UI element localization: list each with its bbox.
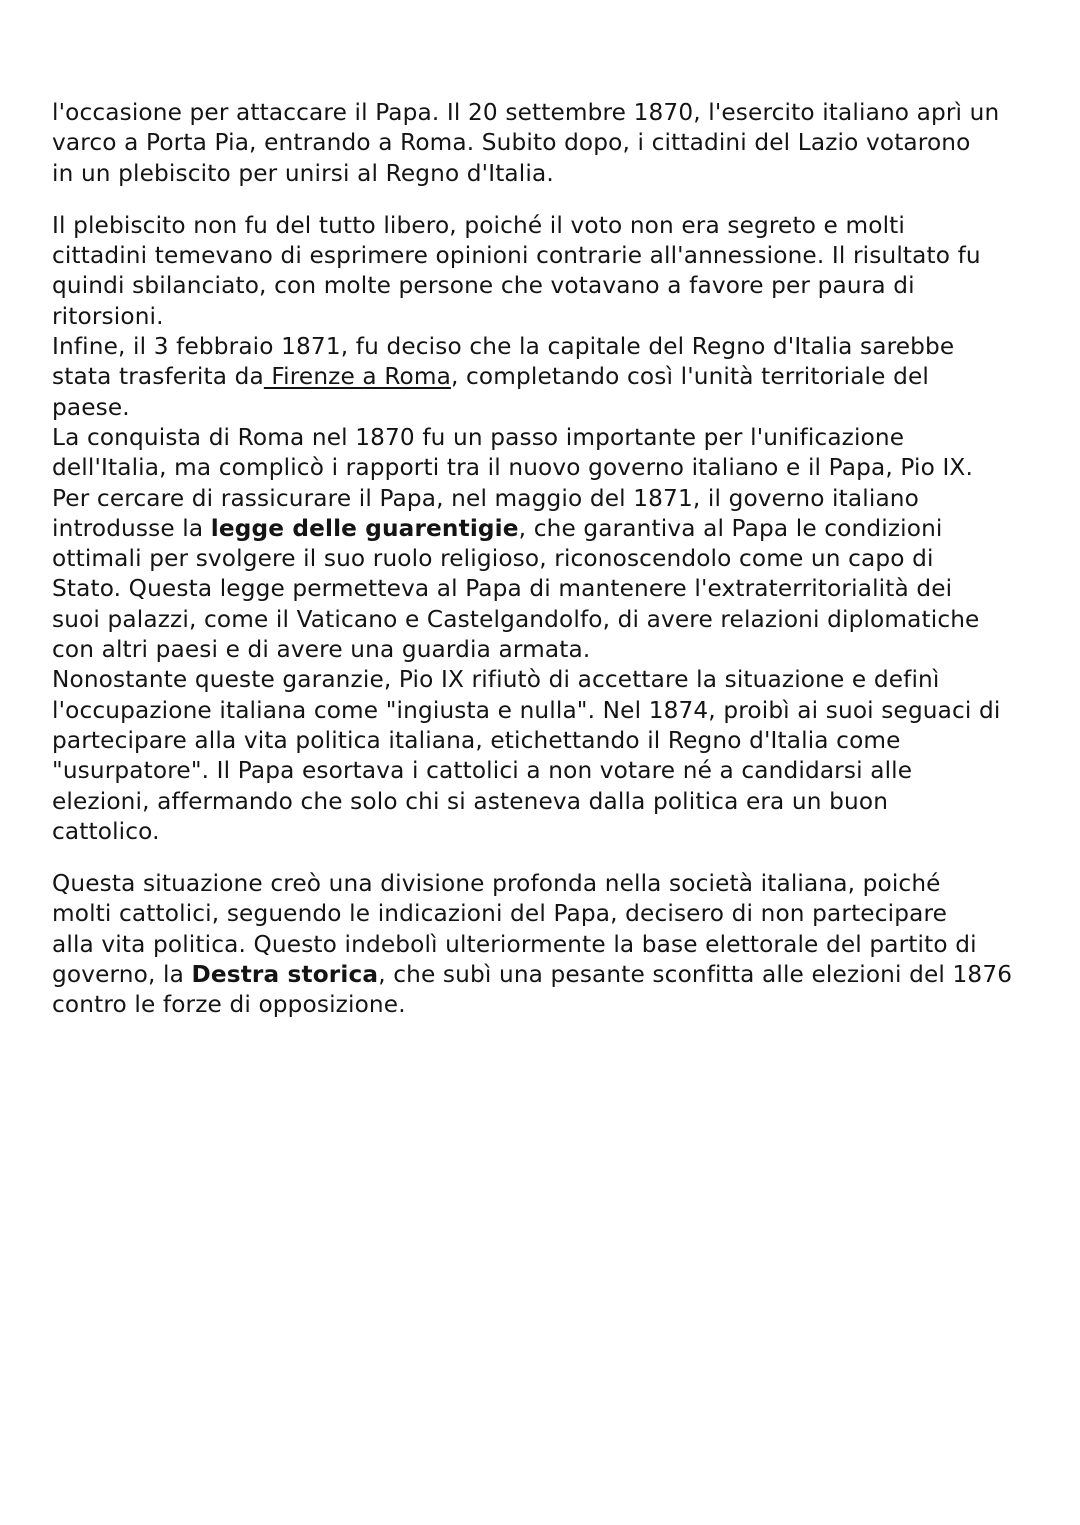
text-line: Per cercare di rassicurare il Papa, nel maggio del 1871, il governo italiano	[52, 484, 919, 512]
firenze-roma-link[interactable]: Firenze a Roma	[263, 363, 451, 391]
text-line: l'occupazione italiana come "ingiusta e nulla". Nel 1874, proibì ai suoi seguaci di	[52, 696, 1001, 724]
text-line: quindi sbilanciato, con molte persone che votavano a favore per paura di	[52, 272, 915, 300]
text-line: partecipare alla vita politica italiana, etichettando il Regno d'Italia come	[52, 726, 901, 754]
text-segment: , che garantiva al Papa le condizioni	[518, 514, 943, 542]
bold-term-destra-storica: Destra storica	[191, 961, 379, 989]
paragraph-gap	[52, 189, 1028, 211]
paragraph	[52, 869, 1028, 1020]
document-page	[52, 98, 1028, 1021]
text-line: cittadini temevano di esprimere opinioni contrarie all'annessione. Il risultato fu	[52, 242, 981, 270]
text-segment: , che subì una pesante sconfitta alle elezioni del 1876	[378, 961, 1013, 989]
text-line: molti cattolici, seguendo le indicazioni del Papa, decisero di non partecipare	[52, 900, 948, 928]
text-line	[52, 960, 1028, 990]
bold-term-legge-guarentigie: legge delle guarentigie	[210, 514, 519, 542]
paragraph	[52, 98, 1028, 189]
text-line: Questa situazione creò una divisione profonda nella società italiana, poiché	[52, 870, 941, 898]
text-segment: governo, la	[52, 961, 192, 989]
text-line: contro le forze di opposizione.	[52, 991, 406, 1019]
paragraph-gap	[52, 847, 1028, 869]
text-line: La conquista di Roma nel 1870 fu un passo importante per l'unificazione	[52, 423, 905, 451]
text-line: suoi palazzi, come il Vaticano e Castelgandolfo, di avere relazioni diplomatiche	[52, 605, 980, 633]
text-segment: , completando così l'unità territoriale del	[450, 363, 929, 391]
text-segment: stata trasferita da	[52, 363, 264, 391]
text-segment: introdusse la	[52, 514, 211, 542]
text-line	[52, 362, 1028, 392]
paragraph	[52, 211, 1028, 847]
text-line: ottimali per svolgere il suo ruolo religioso, riconoscendolo come un capo di	[52, 545, 934, 573]
text-line: paese.	[52, 393, 130, 421]
text-line: elezioni, affermando che solo chi si asteneva dalla politica era un buon	[52, 787, 889, 815]
text-line: con altri paesi e di avere una guardia armata.	[52, 636, 591, 664]
text-line	[52, 514, 1028, 544]
text-line: ritorsioni.	[52, 302, 164, 330]
text-line: Infine, il 3 febbraio 1871, fu deciso che la capitale del Regno d'Italia sarebbe	[52, 333, 955, 361]
text-line: Il plebiscito non fu del tutto libero, poiché il voto non era segreto e molti	[52, 211, 905, 239]
text-line: Stato. Questa legge permetteva al Papa di mantenere l'extraterritorialità dei	[52, 575, 953, 603]
text-line: dell'Italia, ma complicò i rapporti tra il nuovo governo italiano e il Papa, Pio IX.	[52, 454, 973, 482]
text-line: l'occasione per attaccare il Papa. Il 20 settembre 1870, l'esercito italiano aprì un	[52, 99, 1000, 126]
text-line: in un plebiscito per unirsi al Regno d'Italia.	[52, 159, 554, 187]
text-line: alla vita politica. Questo indebolì ulteriormente la base elettorale del partito di	[52, 930, 977, 958]
text-line: varco a Porta Pia, entrando a Roma. Subito dopo, i cittadini del Lazio votarono	[52, 129, 971, 157]
text-line: cattolico.	[52, 817, 160, 845]
text-line: "usurpatore". Il Papa esortava i cattolici a non votare né a candidarsi alle	[52, 757, 913, 785]
text-line: Nonostante queste garanzie, Pio IX rifiutò di accettare la situazione e definì	[52, 666, 940, 694]
